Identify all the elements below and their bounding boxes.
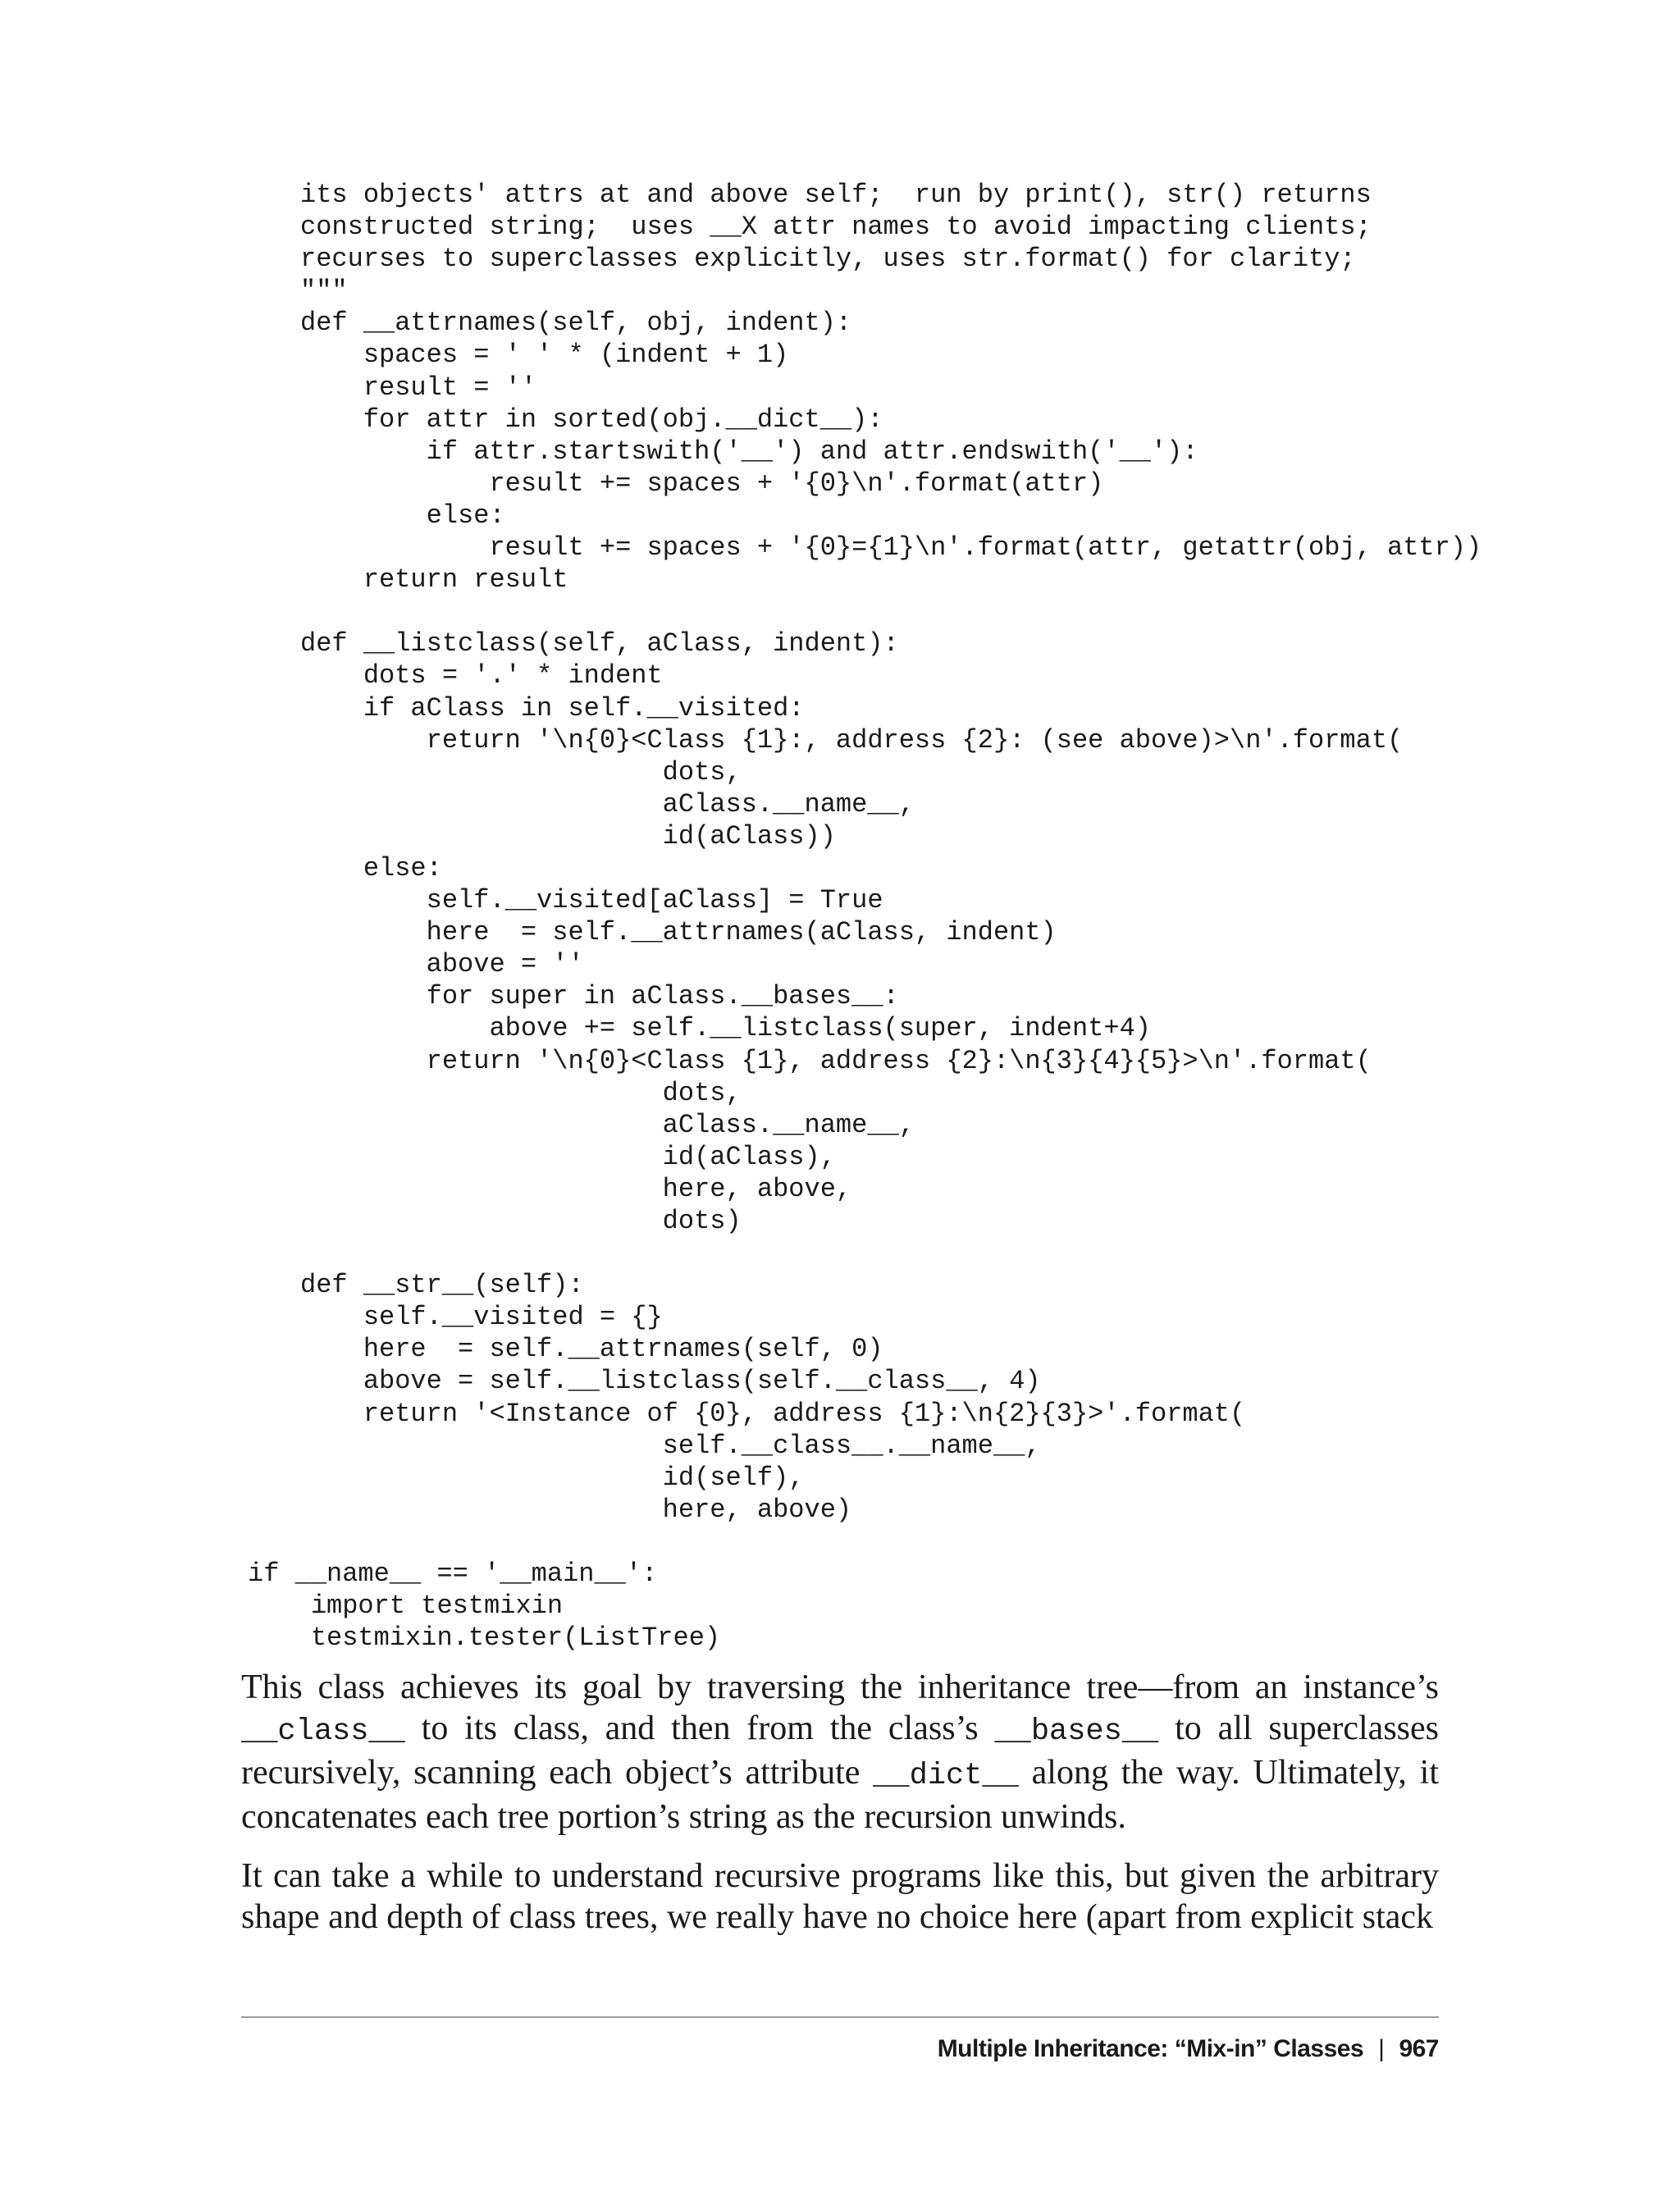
code-line: spaces = ' ' * (indent + 1) <box>300 340 789 371</box>
code-line: result += spaces + '{0}\n'.format(attr) <box>300 468 1104 499</box>
code-line: id(aClass)) <box>300 820 836 851</box>
code-line: self.__class__.__name__, <box>300 1430 1041 1461</box>
code-line: result = '' <box>300 372 537 403</box>
paragraph-1-text-2: to its class, and then from the class’s <box>404 1710 995 1747</box>
code-listing <box>248 179 1531 1654</box>
code-line: its objects' attrs at and above self; run by print(), str() returns <box>300 180 1372 210</box>
code-line: constructed string; uses __X attr names to avoid impacting clients; <box>300 212 1372 243</box>
code-line: def __str__(self): <box>300 1270 584 1301</box>
code-line: id(self), <box>300 1462 805 1493</box>
code-line <box>300 1526 1531 1558</box>
page-footer <box>938 2033 1439 2066</box>
code-line <box>300 596 1531 628</box>
code-line: if __name__ == '__main__': <box>248 1559 658 1590</box>
code-line: aClass.__name__, <box>300 788 915 819</box>
code-line: dots, <box>300 1077 742 1108</box>
code-line: recurses to superclasses explicitly, uses str.format() for clarity; <box>300 244 1356 275</box>
footer-divider <box>241 2016 1439 2018</box>
code-line: dots) <box>300 1206 742 1236</box>
code-line: return '<Instance of {0}, address {1}:\n{2}{3}>'.format( <box>300 1398 1246 1429</box>
code-line: here, above, <box>300 1173 852 1204</box>
code-line: for attr in sorted(obj.__dict__): <box>300 404 883 435</box>
paragraph-1-text-4: along the way. Ultimately, it concatenates each tree portion’s string as the recursion unwinds. <box>241 1754 1439 1836</box>
code-line: import testmixin <box>248 1591 564 1622</box>
code-line: dots = '.' * indent <box>300 660 663 692</box>
paragraph-1-text-3: to all superclasses recursively, scanning each object’s attribute <box>241 1710 1439 1792</box>
paragraph-1-text-1: This class achieves its goal by traversing the inheritance tree—from an instance’s <box>241 1669 1439 1706</box>
paragraph-2 <box>241 1856 1439 1938</box>
code-line: return '\n{0}<Class {1}, address {2}:\n{3}{4}{5}>\n'.format( <box>300 1045 1372 1076</box>
code-line: if aClass in self.__visited: <box>300 692 805 724</box>
paragraph-1 <box>241 1667 1439 1838</box>
code-line: self.__visited[aClass] = True <box>300 885 883 916</box>
code-line: testmixin.tester(ListTree) <box>248 1623 721 1654</box>
code-line: above = '' <box>300 949 584 980</box>
code-line: self.__visited = {} <box>300 1302 663 1333</box>
code-line: return '\n{0}<Class {1}:, address {2}: (see above)>\n'.format( <box>300 724 1404 756</box>
code-line: """ <box>300 276 348 307</box>
paragraph-2-text: It can take a while to understand recursive programs like this, but given the arbitrary shape and depth of class trees, we really have no choice here (apart from explicit stack <box>241 1857 1439 1936</box>
code-line: above += self.__listclass(super, indent+4) <box>300 1013 1151 1044</box>
code-line: here, above) <box>300 1494 852 1525</box>
inline-code-bases: __bases__ <box>994 1714 1159 1749</box>
inline-code-class: __class__ <box>241 1714 405 1749</box>
code-line <box>300 1237 1531 1269</box>
code-line: aClass.__name__, <box>300 1109 915 1140</box>
code-line: def __attrnames(self, obj, indent): <box>300 308 852 339</box>
page-number: 967 <box>1399 2035 1439 2062</box>
code-line: above = self.__listclass(self.__class__, 4) <box>300 1366 1041 1397</box>
code-line: here = self.__attrnames(self, 0) <box>300 1334 883 1365</box>
code-line: if attr.startswith('__') and attr.endswith('__'): <box>300 436 1198 467</box>
inline-code-dict: __dict__ <box>873 1759 1019 1793</box>
code-line: def __listclass(self, aClass, indent): <box>300 628 899 660</box>
code-line: dots, <box>300 756 742 788</box>
code-line: here = self.__attrnames(aClass, indent) <box>300 917 1057 948</box>
code-line: else: <box>300 852 442 883</box>
code-line: return result <box>300 564 568 596</box>
code-line: for super in aClass.__bases__: <box>300 981 899 1012</box>
code-line: result += spaces + '{0}={1}\n'.format(attr, getattr(obj, attr)) <box>300 532 1482 564</box>
footer-separator: | <box>1378 2035 1385 2062</box>
code-line: else: <box>300 500 505 531</box>
code-line: id(aClass), <box>300 1141 836 1172</box>
footer-section-title: Multiple Inheritance: “Mix-in” Classes <box>937 2035 1364 2062</box>
